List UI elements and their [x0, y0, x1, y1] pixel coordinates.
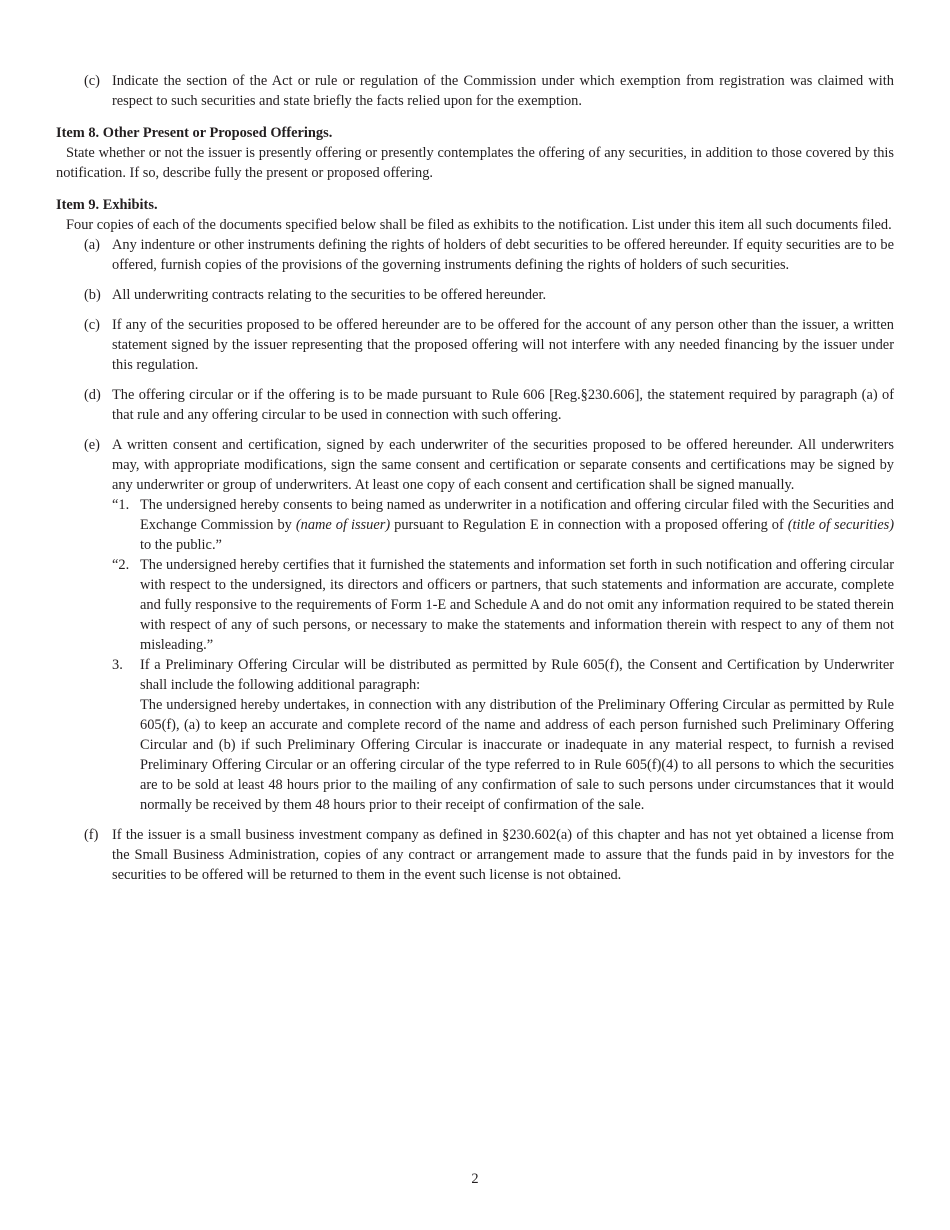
item-label: (f) [84, 827, 99, 843]
exhibit-item-e [56, 435, 894, 815]
item9-intro: Four copies of each of the documents specified below shall be filed as exhibits to the notification. List under this item all such documents filed. [66, 217, 892, 233]
item-text: All underwriting contracts relating to the securities to be offered hereunder. [112, 287, 547, 303]
item-text: Any indenture or other instruments defining the rights of holders of debt securities to be offered hereunder. If equity securities are to be offered, furnish copies of the provisions of the governing instruments defining the rights of holders of such securities. [112, 237, 894, 273]
undertaking-paragraph: The undersigned hereby undertakes, in connection with any distribution of the Preliminary Offering Circular as permitted by Rule 605(f), (a) to keep an accurate and complete record of the name and address of each person furnished such Preliminary Offering Circular and (b) if such Preliminary Offering Circular is inaccurate or inadequate in any material respect, to furnish a revised Preliminary Offering Circular or an offering circular of the type referred to in Rule 605(f)(4) to all persons to which the securities are to be sold at least 48 hours prior to the mailing of any confirmation of sale to such persons under circumstances that it would normally be received by them 48 hours prior to their receipt of confirmation of the sale. [140, 697, 894, 813]
sub-item-label: “1. [112, 497, 130, 513]
sub-item-text-part3: to the public.” [140, 537, 222, 553]
sub-item-label: 3. [112, 657, 123, 673]
item-text: If the issuer is a small business investment company as defined in §230.602(a) of this chapter and has not yet obtained a license from the Small Business Administration, copies of any contract or arrangement made to assure that the funds paid in by investors for the securities to be offered will be returned to them in the event such license is not obtained. [112, 827, 894, 883]
item-label: (a) [84, 237, 100, 253]
issuer-name-placeholder: (name of issuer) [295, 517, 391, 533]
sub-item-label: “2. [112, 557, 130, 573]
sub-item-text: If a Preliminary Offering Circular will be distributed as permitted by Rule 605(f), the Consent and Certification by Underwriter shall include the following additional paragraph: [140, 657, 894, 693]
sub-item-3 [112, 655, 894, 815]
exhibit-item-c [56, 315, 894, 375]
page-number: 2 [471, 1171, 479, 1187]
exhibit-item-f [56, 825, 894, 885]
exhibit-item-b [56, 285, 894, 305]
item8-body: State whether or not the issuer is presently offering or presently contemplates the offering of any securities, in addition to those covered by this notification. If so, describe fully the present or proposed offering. [56, 145, 894, 181]
list-item-c-top [56, 71, 894, 111]
item-label: (c) [84, 317, 100, 333]
sub-item-2 [112, 555, 894, 655]
sub-item-text-part1: The undersigned hereby consents to being named as underwriter in a notification and offering circular filed with the Securities and Exchange Commission by [140, 497, 894, 533]
item-text: The offering circular or if the offering is to be made pursuant to Rule 606 [Reg.§230.606], the statement required by paragraph (a) of that rule and any offering circular to be used in connection with such offering. [112, 387, 894, 423]
exhibit-item-a [56, 235, 894, 275]
document-page [56, 71, 894, 885]
item-text: Indicate the section of the Act or rule or regulation of the Commission under which exemption from registration was claimed with respect to such securities and state briefly the facts relied upon for the exemption. [112, 73, 894, 109]
exhibit-item-d [56, 385, 894, 425]
item-text: If any of the securities proposed to be offered hereunder are to be offered for the account of any person other than the issuer, a written statement signed by the issuer representing that the proposed offering will not interfere with any needed financing by the issuer under this regulation. [112, 317, 894, 373]
item9-heading: Item 9. Exhibits. [56, 197, 158, 213]
securities-title-placeholder: (title of securities) [787, 517, 895, 533]
item8-heading: Item 8. Other Present or Proposed Offerings. [56, 125, 333, 141]
sub-item-text: The undersigned hereby certifies that it furnished the statements and information set forth in such notification and offering circular with respect to the undersigned, its directors and officers or partners, that such statements and information are accurate, complete and fully responsive to the requirements of Form 1-E and Schedule A and do not omit any information required to be stated therein with respect of any of such persons, or necessary to make the statements and information therein with respect to any of them not misleading.” [140, 557, 894, 653]
sub-item-text-part2: pursuant to Regulation E in connection with a proposed offering of [390, 517, 788, 533]
item-label: (c) [84, 73, 100, 89]
item-text: A written consent and certification, signed by each underwriter of the securities proposed to be offered hereunder. All underwriters may, with appropriate modifications, sign the same consent and certification or separate consents and certifications may be signed by any underwriter or group of underwriters. At least one copy of each consent and certification shall be signed manually. [112, 437, 894, 493]
item-label: (d) [84, 387, 101, 403]
item-label: (b) [84, 287, 101, 303]
sub-item-1 [112, 495, 894, 555]
item-label: (e) [84, 437, 100, 453]
